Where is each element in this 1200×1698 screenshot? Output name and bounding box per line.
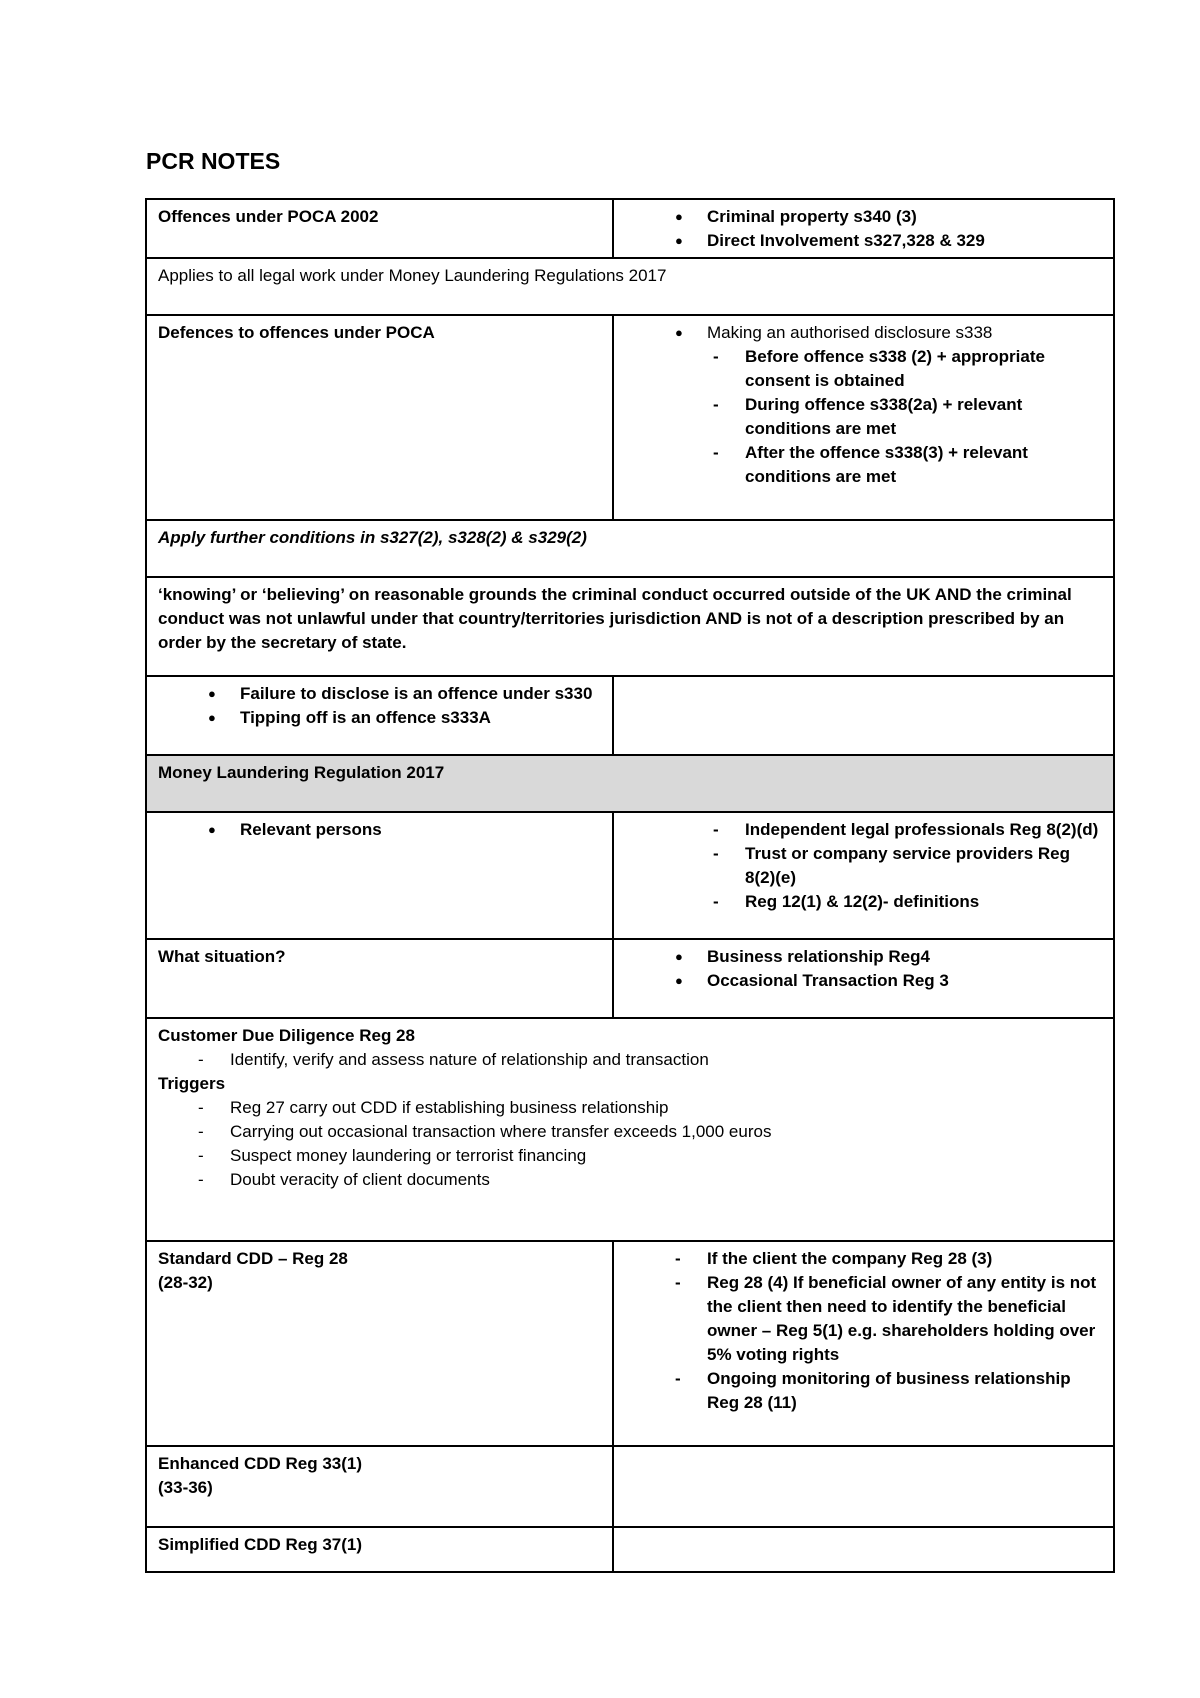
row-further-conditions <box>146 520 1114 577</box>
list-item: - Reg 28 (4) If beneficial owner of any entity is not the client then need to identify the beneficial owner – Reg 5(1) e.g. shareholders holding over 5% voting rights <box>625 1271 1103 1367</box>
row-knowing <box>146 577 1114 676</box>
cdd-triggers-label: Triggers <box>158 1074 226 1093</box>
simplified-cdd-label-cell <box>146 1527 613 1572</box>
list-item: - Suspect money laundering or terrorist financing <box>158 1144 1103 1168</box>
list-item: - Independent legal professionals Reg 8(2)(d) <box>625 818 1103 842</box>
relevant-persons-items-cell <box>613 812 1114 939</box>
offences-items-cell <box>613 199 1114 258</box>
list-item: ● Business relationship Reg4 <box>625 945 1103 969</box>
list-item: - Identify, verify and assess nature of relationship and transaction <box>158 1048 1103 1072</box>
failure-items-cell <box>146 676 613 755</box>
row-standard-cdd <box>146 1241 1114 1446</box>
enhanced-cdd-label: Enhanced CDD Reg 33(1) <box>158 1454 363 1473</box>
cdd-intro-list <box>158 1048 1103 1072</box>
offences-list <box>625 205 1103 253</box>
page-title: PCR NOTES <box>146 148 281 174</box>
situation-list <box>625 945 1103 993</box>
defences-items-cell <box>613 315 1114 520</box>
list-item: - Carrying out occasional transaction where transfer exceeds 1,000 euros <box>158 1120 1103 1144</box>
situation-label: What situation? <box>158 947 286 966</box>
list-item: ● Occasional Transaction Reg 3 <box>625 969 1103 993</box>
row-applies <box>146 258 1114 315</box>
cdd-heading: Customer Due Diligence Reg 28 <box>158 1026 415 1045</box>
list-item: - Reg 27 carry out CDD if establishing business relationship <box>158 1096 1103 1120</box>
failure-list <box>158 682 602 730</box>
list-item: ● Making an authorised disclosure s338 <box>625 321 1103 345</box>
list-item: ● Failure to disclose is an offence under s330 <box>158 682 602 706</box>
applies-cell: Applies to all legal work under Money Laundering Regulations 2017 <box>146 258 1114 315</box>
cdd-triggers-list <box>158 1096 1103 1192</box>
list-item: ● Tipping off is an offence s333A <box>158 706 602 730</box>
situation-items-cell <box>613 939 1114 1018</box>
relevant-persons-label-list <box>158 818 602 842</box>
cdd-cell <box>146 1018 1114 1241</box>
standard-cdd-range: (28-32) <box>158 1273 213 1292</box>
row-defences <box>146 315 1114 520</box>
standard-cdd-label-cell <box>146 1241 613 1446</box>
list-item: - Doubt veracity of client documents <box>158 1168 1103 1192</box>
row-enhanced-cdd <box>146 1446 1114 1527</box>
row-cdd <box>146 1018 1114 1241</box>
defences-label: Defences to offences under POCA <box>158 323 435 342</box>
knowing-cell: ‘knowing’ or ‘believing’ on reasonable grounds the criminal conduct occurred outside of the UK AND the criminal conduct was not unlawful under that country/territories jurisdiction AND is not of a description prescribed by an order by the secretary of state. <box>146 577 1114 676</box>
list-item: - Trust or company service providers Reg 8(2)(e) <box>625 842 1103 890</box>
list-item: - Before offence s338 (2) + appropriate consent is obtained <box>625 345 1103 393</box>
failure-empty-cell <box>613 676 1114 755</box>
mlr-heading-cell: Money Laundering Regulation 2017 <box>146 755 1114 812</box>
list-item: - After the offence s338(3) + relevant conditions are met <box>625 441 1103 489</box>
defences-list <box>625 321 1103 345</box>
list-item: ● Relevant persons <box>158 818 602 842</box>
enhanced-cdd-label-cell <box>146 1446 613 1527</box>
row-simplified-cdd <box>146 1527 1114 1572</box>
further-conditions-cell: Apply further conditions in s327(2), s328(2) & s329(2) <box>146 520 1114 577</box>
list-item: - Ongoing monitoring of business relationship Reg 28 (11) <box>625 1367 1103 1415</box>
standard-cdd-label: Standard CDD – Reg 28 <box>158 1249 348 1268</box>
offences-label-cell <box>146 199 613 258</box>
relevant-persons-label-cell <box>146 812 613 939</box>
standard-cdd-items-cell <box>613 1241 1114 1446</box>
defences-label-cell <box>146 315 613 520</box>
enhanced-cdd-range: (33-36) <box>158 1478 213 1497</box>
simplified-cdd-empty-cell <box>613 1527 1114 1572</box>
row-offences <box>146 199 1114 258</box>
row-mlr-heading <box>146 755 1114 812</box>
defences-sub-list <box>625 345 1103 489</box>
row-relevant-persons <box>146 812 1114 939</box>
list-item: - If the client the company Reg 28 (3) <box>625 1247 1103 1271</box>
relevant-persons-list <box>625 818 1103 914</box>
list-item: - During offence s338(2a) + relevant conditions are met <box>625 393 1103 441</box>
list-item: ● Criminal property s340 (3) <box>625 205 1103 229</box>
list-item: ● Direct Involvement s327,328 & 329 <box>625 229 1103 253</box>
list-item: - Reg 12(1) & 12(2)- definitions <box>625 890 1103 914</box>
offences-label: Offences under POCA 2002 <box>158 207 379 226</box>
notes-table <box>145 198 1115 1573</box>
row-failure <box>146 676 1114 755</box>
standard-cdd-list <box>625 1247 1103 1415</box>
enhanced-cdd-empty-cell <box>613 1446 1114 1527</box>
simplified-cdd-label: Simplified CDD Reg 37(1) <box>158 1535 363 1554</box>
row-situation <box>146 939 1114 1018</box>
situation-label-cell <box>146 939 613 1018</box>
